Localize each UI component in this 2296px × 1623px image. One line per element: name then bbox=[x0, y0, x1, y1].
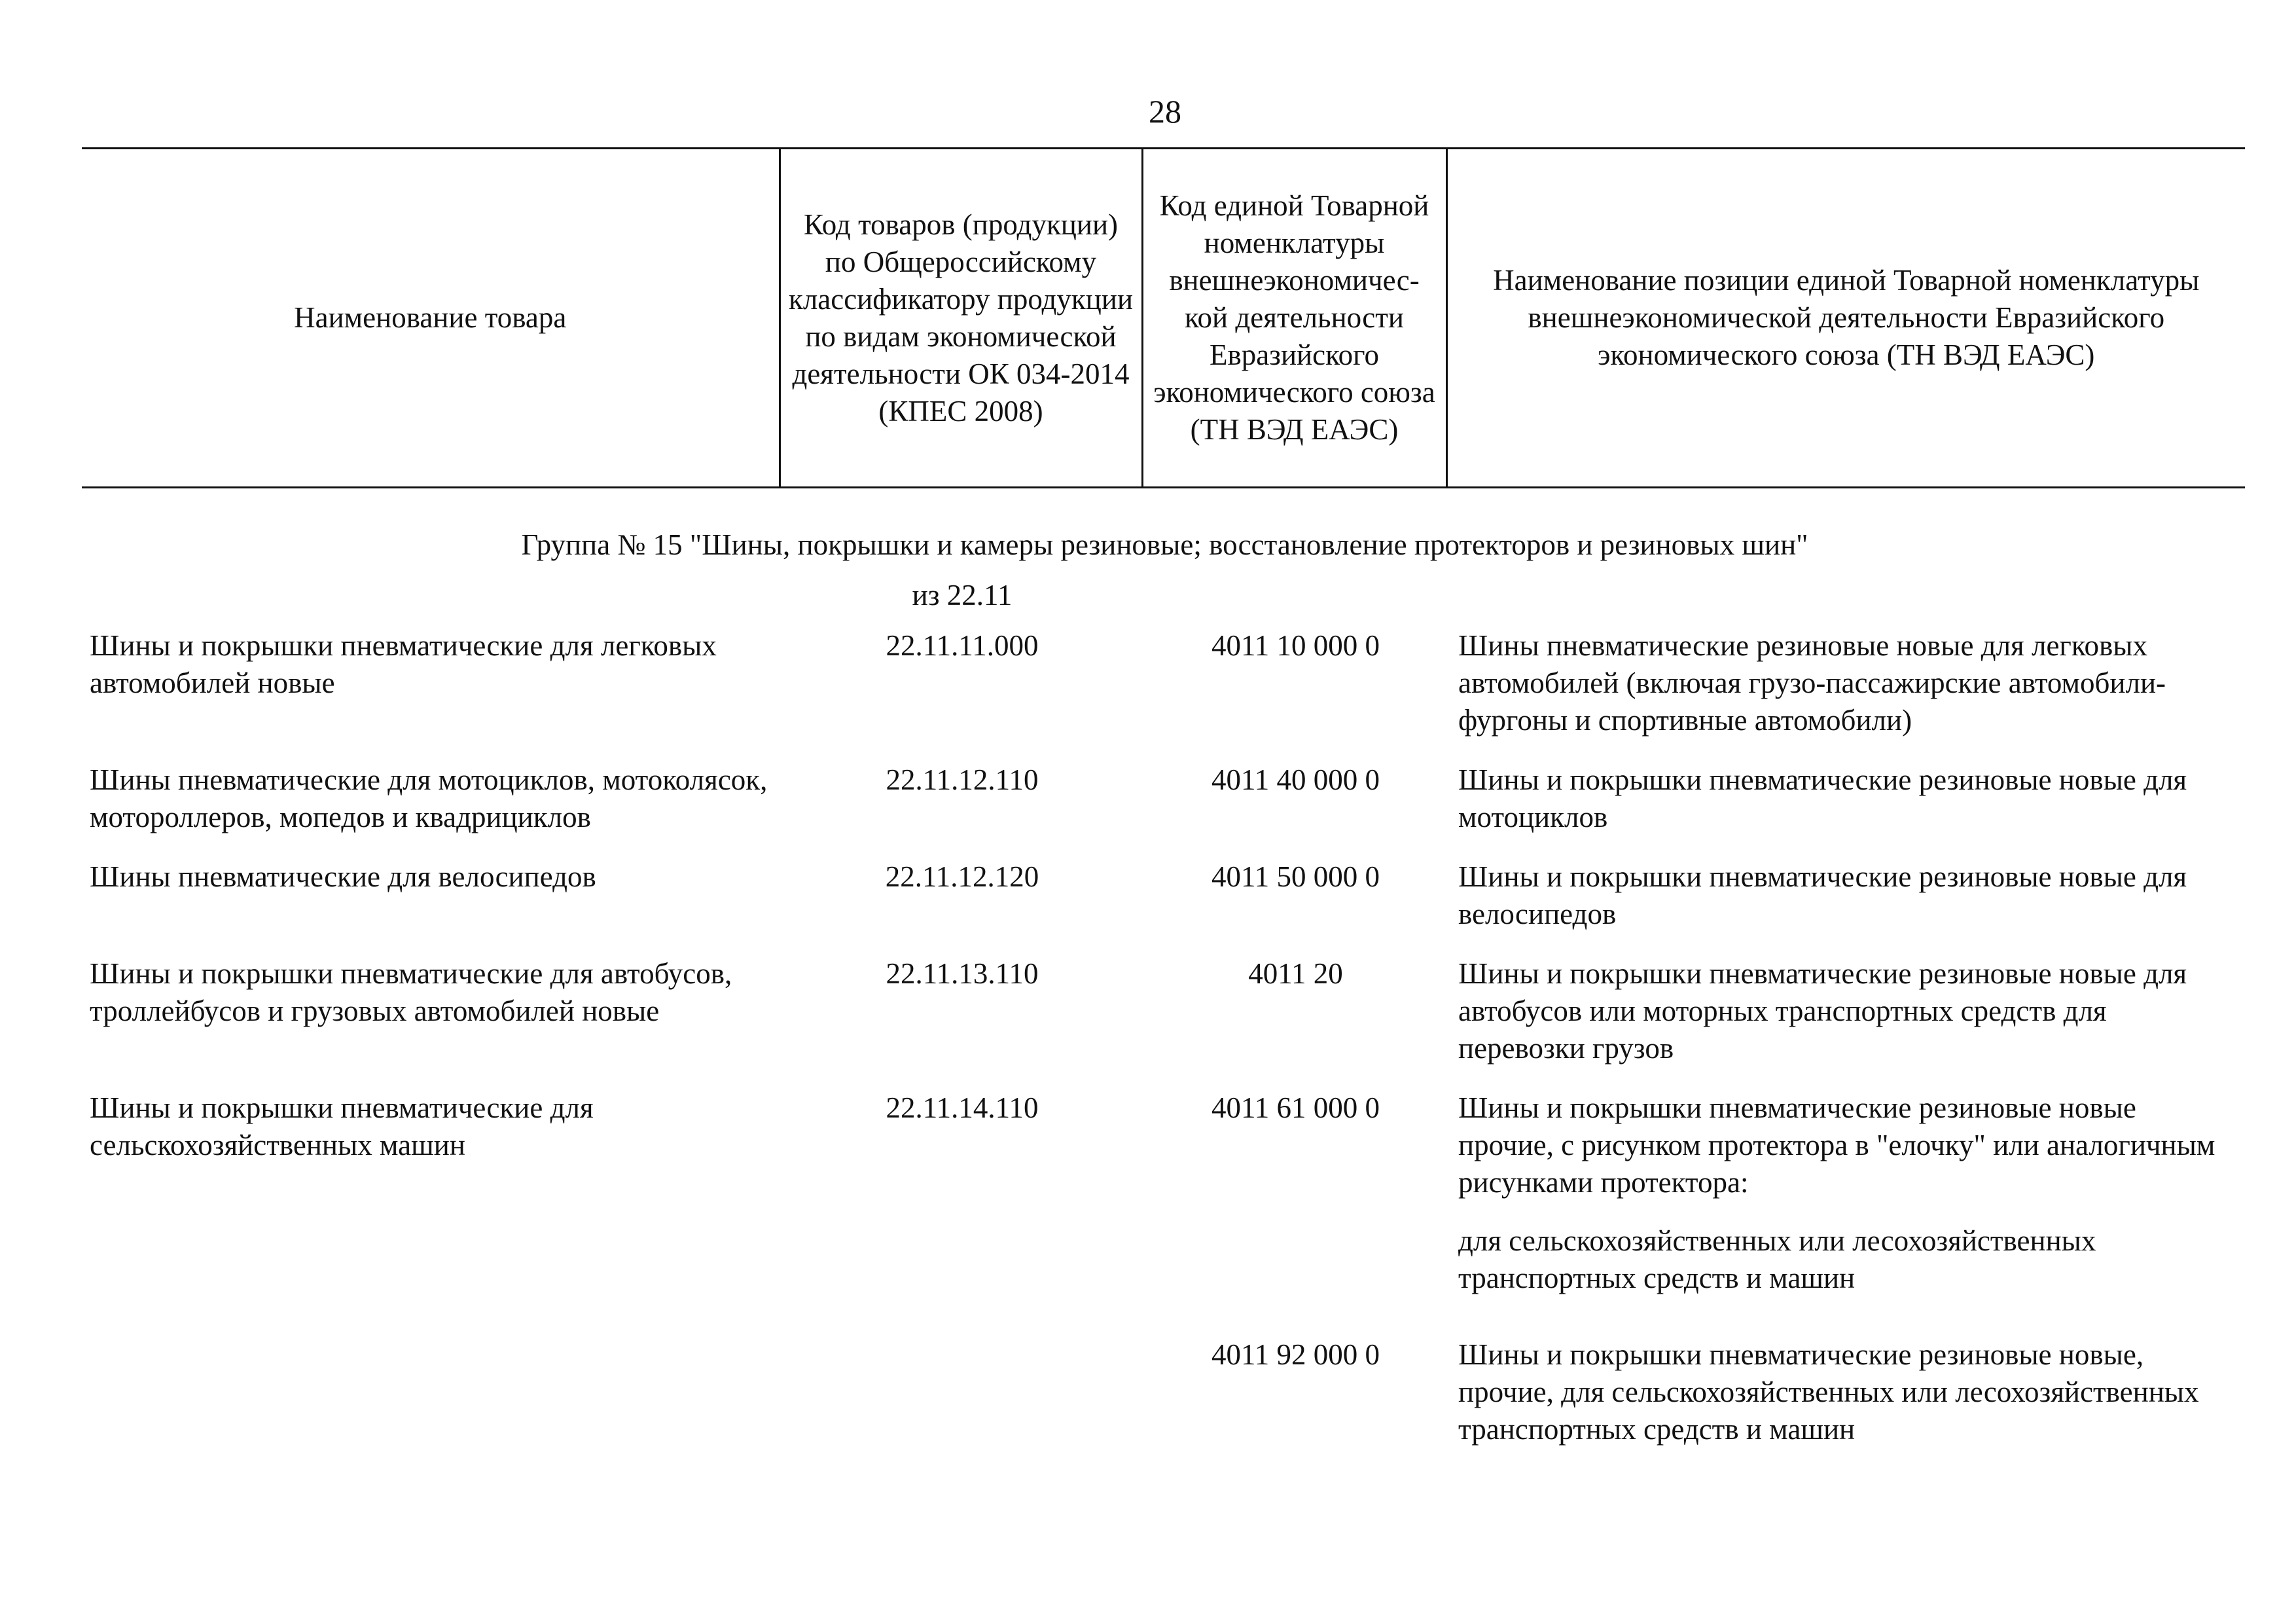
tnved-description-cell: Шины и покрышки пневматические резиновые новые для мотоциклов bbox=[1458, 763, 2187, 833]
tnved-code-cell: 4011 50 000 0 bbox=[1211, 860, 1380, 893]
okpd-code-cell: 22.11.12.120 bbox=[885, 860, 1039, 893]
product-classification-table bbox=[82, 147, 2245, 1461]
subgroup-row bbox=[82, 564, 2245, 618]
product-name-cell: Шины и покрышки пневматические для сельскохозяйственных машин bbox=[90, 1091, 594, 1161]
tnved-code-cell: 4011 40 000 0 bbox=[1211, 763, 1380, 796]
table-row bbox=[82, 1080, 2245, 1214]
header-okpd-code: Код товаров (продукции) по Общероссийскому классификатору продукции по видам экономической деятельности ОК 034-2014 (КПЕС 2008) bbox=[780, 149, 1142, 488]
tnved-description-cell: Шины и покрышки пневматические резиновые новые для велосипедов bbox=[1458, 860, 2187, 930]
product-name-cell: Шины пневматические для велосипедов bbox=[90, 860, 596, 893]
table-row bbox=[82, 1317, 2245, 1461]
table-row bbox=[82, 849, 2245, 946]
header-tnved-code: Код единой Товарной номенклатуры внешнеэкономичес-кой деятельности Евразийского экономического союза (ТН ВЭД ЕАЭС) bbox=[1142, 149, 1446, 488]
tnved-description-cell: Шины и покрышки пневматические резиновые новые, прочие, для сельскохозяйственных или лесохозяйственных транспортных средств и машин bbox=[1458, 1338, 2199, 1446]
okpd-code-cell: 22.11.11.000 bbox=[886, 629, 1039, 662]
table-row bbox=[82, 1214, 2245, 1317]
okpd-code-cell: 22.11.12.110 bbox=[886, 763, 1039, 796]
okpd-code-cell: 22.11.14.110 bbox=[886, 1091, 1039, 1124]
page-number: 28 bbox=[1149, 93, 1181, 130]
product-name-cell: Шины и покрышки пневматические для автобусов, троллейбусов и грузовых автомобилей новые bbox=[90, 957, 732, 1027]
tnved-description-cell: Шины пневматические резиновые новые для легковых автомобилей (включая грузо-пассажирские автомобили-фургоны и спортивные автомобили) bbox=[1458, 629, 2166, 737]
tnved-code-cell: 4011 61 000 0 bbox=[1211, 1091, 1380, 1124]
product-name-cell: Шины пневматические для мотоциклов, мотоколясок, мотороллеров, мопедов и квадрициклов bbox=[90, 763, 768, 833]
header-tnved-name: Наименование позиции единой Товарной номенклатуры внешнеэкономической деятельности Евразийского экономического союза (ТН ВЭД ЕАЭС) bbox=[1446, 149, 2245, 488]
tnved-description-cell: Шины и покрышки пневматические резиновые новые прочие, с рисунком протектора в "елочку" или аналогичным рисунками протектора: bbox=[1458, 1091, 2215, 1199]
group-title-row bbox=[82, 488, 2245, 564]
tnved-code-cell: 4011 10 000 0 bbox=[1211, 629, 1380, 662]
table-row bbox=[82, 946, 2245, 1080]
okpd-code-cell: 22.11.13.110 bbox=[886, 957, 1039, 990]
subgroup-code: из 22.11 bbox=[912, 579, 1013, 611]
table-header bbox=[82, 149, 2245, 488]
tnved-code-cell: 4011 20 bbox=[1248, 957, 1343, 990]
table-row bbox=[82, 752, 2245, 849]
tnved-subdescription-cell: для сельскохозяйственных или лесохозяйственных транспортных средств и машин bbox=[1458, 1224, 2096, 1294]
product-name-cell: Шины и покрышки пневматические для легковых автомобилей новые bbox=[90, 629, 717, 699]
tnved-code-cell: 4011 92 000 0 bbox=[1211, 1338, 1380, 1371]
header-product-name: Наименование товара bbox=[82, 149, 780, 488]
tnved-description-cell: Шины и покрышки пневматические резиновые новые для автобусов или моторных транспортных средств для перевозки грузов bbox=[1458, 957, 2187, 1065]
group-title: Группа № 15 "Шины, покрышки и камеры резиновые; восстановление протекторов и резиновых шин" bbox=[521, 528, 1808, 561]
table-row bbox=[82, 618, 2245, 752]
